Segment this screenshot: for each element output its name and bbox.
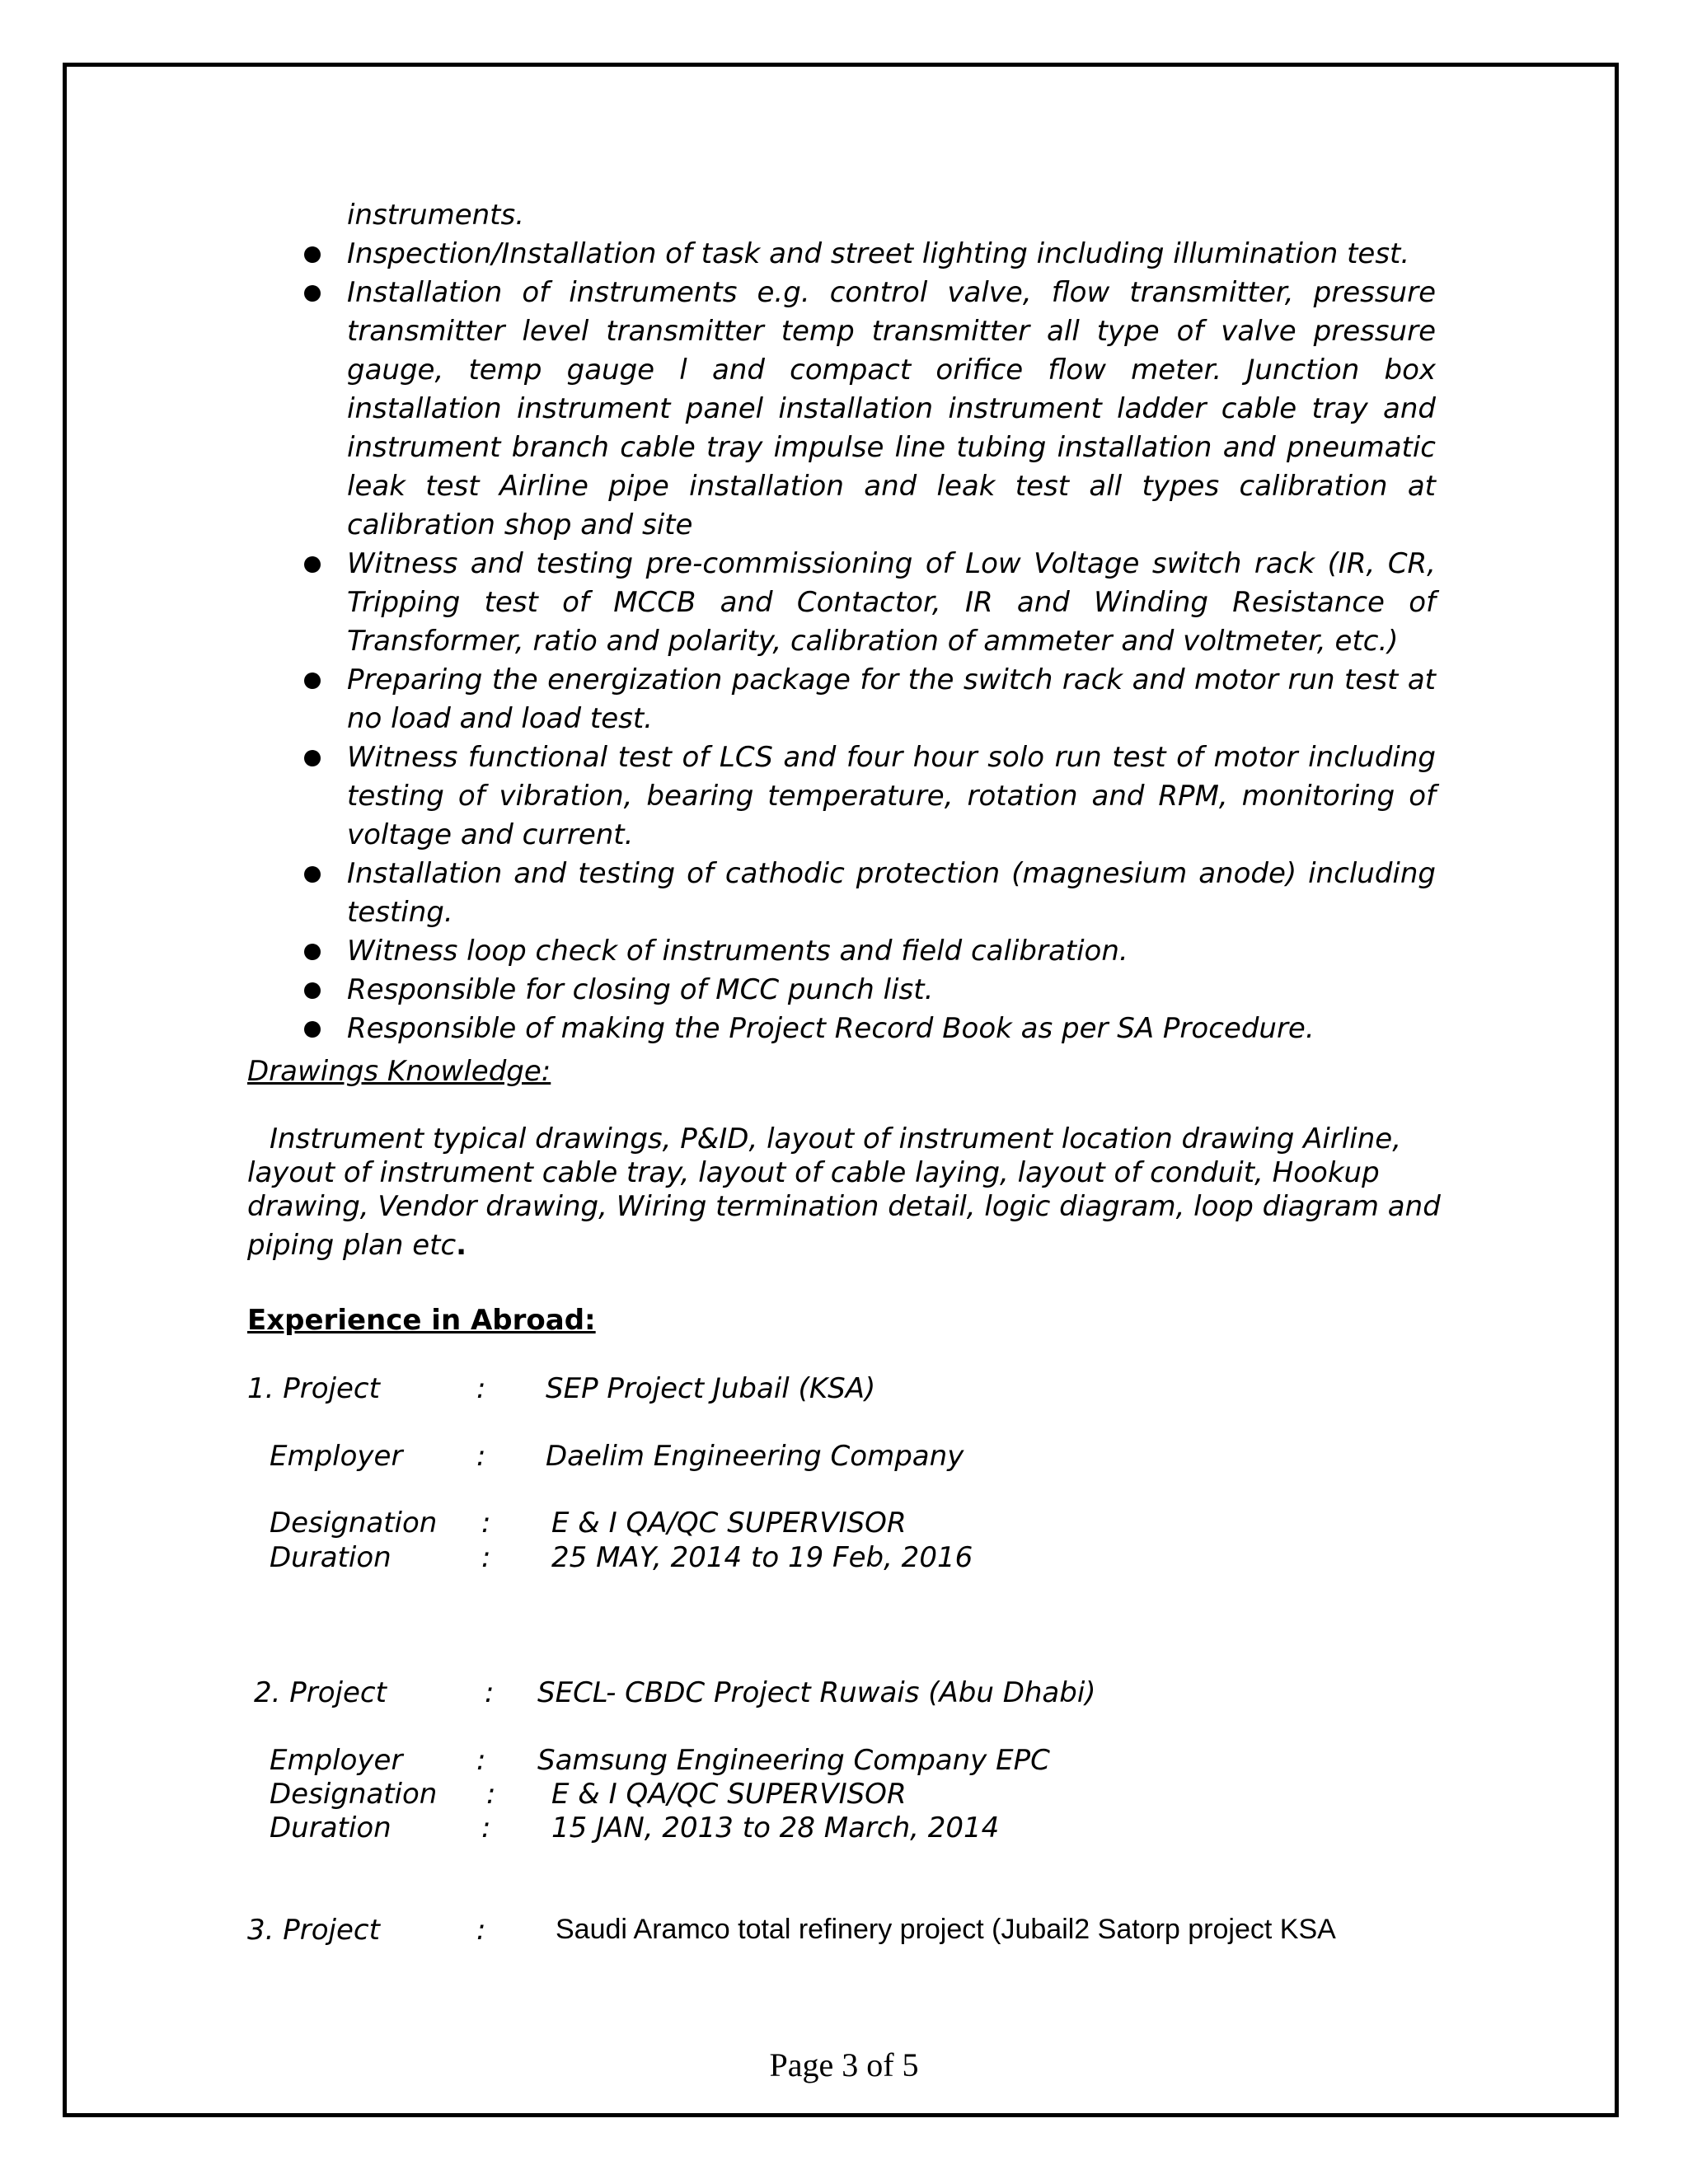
- list-item: instruments.: [347, 199, 525, 232]
- page-number: Page 3 of 5: [769, 2046, 919, 2083]
- list-item: Installation and testing of cathodic protection (magnesium anode) including testing.: [247, 855, 1436, 932]
- duties-list: [247, 196, 1436, 1048]
- list-item: Inspection/Installation of task and street lighting including illumination test.: [247, 235, 1436, 274]
- bullet-icon: [304, 750, 321, 766]
- bullet-icon: [304, 556, 321, 573]
- bullet-icon: [304, 866, 321, 883]
- bullet-icon: [304, 246, 321, 263]
- drawings-line: layout of instrument cable tray, layout of cable laying, layout of conduit, Hookup: [247, 1156, 1380, 1189]
- bullet-icon: [304, 982, 321, 999]
- bullet-icon: [304, 1021, 321, 1038]
- bullet-icon: [304, 673, 321, 689]
- list-item: Witness functional test of LCS and four hour solo run test of motor including testing of vibration, bearing temperature, rotation and RPM, monitoring of voltage and current.: [247, 738, 1436, 855]
- list-item: Responsible of making the Project Record Book as per SA Procedure.: [247, 1010, 1436, 1048]
- drawings-paragraph: [247, 1122, 1451, 1263]
- list-item: Installation of instruments e.g. control valve, flow transmitter, pressure transmitter level transmitter temp transmitter all type of valve pressure gauge, temp gauge l and compact orifice flow meter. Junction box installation instrument panel installation instrument ladder cable tray and instrument branch cable tray impulse line tubing installation and pneumatic leak test Airline pipe installation and leak test all types calibration at calibration shop and site: [247, 274, 1436, 545]
- drawings-line: drawing, Vendor drawing, Wiring termination detail, logic diagram, loop diagram and: [247, 1190, 1441, 1223]
- list-item: Witness loop check of instruments and field calibration.: [247, 932, 1436, 971]
- list-item: Witness and testing pre-commissioning of Low Voltage switch rack (IR, CR, Tripping test of MCCB and Contactor, IR and Winding Resistance of Transformer, ratio and polarity, calibration of ammeter and voltmeter, etc.): [247, 545, 1436, 661]
- bullet-icon: [304, 944, 321, 960]
- bullet-icon: [304, 285, 321, 302]
- list-item: Preparing the energization package for the switch rack and motor run test at no load and load test.: [247, 661, 1436, 738]
- drawings-line: Instrument typical drawings, P&ID, layout of instrument location drawing Airline,: [270, 1122, 1401, 1155]
- experience-heading: Experience in Abroad:: [247, 1304, 596, 1337]
- list-item: Responsible for closing of MCC punch list.: [247, 971, 1436, 1010]
- drawings-heading: Drawings Knowledge:: [247, 1055, 551, 1088]
- drawings-line: piping plan etc.: [247, 1229, 467, 1262]
